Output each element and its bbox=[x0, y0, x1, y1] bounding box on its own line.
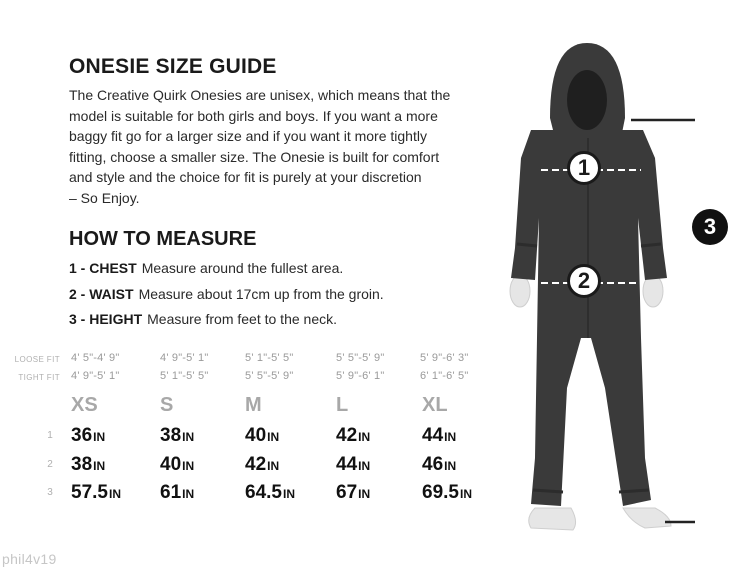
step-label: 1 - CHEST bbox=[69, 260, 137, 276]
waist-value: 38IN bbox=[71, 454, 106, 475]
intro-line: baggy fit go for a larger size and if you want it more tightly bbox=[69, 128, 427, 144]
intro-line: The Creative Quirk Onesies are unisex, which means that the bbox=[69, 87, 451, 103]
intro-line: fitting, choose a smaller size. The Onesie is built for comfort bbox=[69, 148, 440, 165]
tight-range: 6' 1"-6' 5" bbox=[420, 370, 469, 382]
waist-value: 42IN bbox=[245, 454, 280, 475]
measure-step-waist bbox=[69, 284, 384, 310]
loose-range: 5' 1"-5' 5" bbox=[245, 352, 294, 364]
chest-value: 38IN bbox=[160, 425, 195, 446]
tight-range: 5' 9"-6' 1" bbox=[336, 370, 385, 382]
chest-value: 42IN bbox=[336, 425, 371, 446]
tight-fit-label: TIGHT FIT bbox=[18, 373, 60, 382]
measure-title: HOW TO MEASURE bbox=[69, 228, 257, 250]
guide-title: ONESIE SIZE GUIDE bbox=[69, 55, 277, 78]
loose-range: 4' 5"-4' 9" bbox=[71, 352, 120, 364]
size-heading: L bbox=[336, 394, 349, 416]
chest-value: 40IN bbox=[245, 425, 280, 446]
size-heading: S bbox=[160, 394, 174, 416]
size-heading: XS bbox=[71, 394, 98, 416]
height-value: 67IN bbox=[336, 482, 371, 503]
step-text: Measure about 17cm up from the groin. bbox=[138, 285, 384, 302]
row-number: 2 bbox=[47, 459, 53, 470]
marker-chest: 1 bbox=[567, 151, 601, 185]
intro-text bbox=[69, 85, 469, 208]
height-value: 64.5IN bbox=[245, 482, 295, 503]
measure-step-height bbox=[69, 309, 384, 335]
step-text: Measure from feet to the neck. bbox=[147, 311, 337, 327]
waist-value: 46IN bbox=[422, 454, 457, 475]
waist-value: 40IN bbox=[160, 454, 195, 475]
tight-range: 5' 1"-5' 5" bbox=[160, 370, 209, 382]
height-value: 57.5IN bbox=[71, 482, 121, 503]
row-number: 3 bbox=[47, 487, 53, 498]
tight-range: 4' 9"-5' 1" bbox=[71, 370, 120, 382]
size-heading: M bbox=[245, 394, 262, 416]
loose-range: 5' 9"-6' 3" bbox=[420, 352, 469, 364]
step-label: 3 - HEIGHT bbox=[69, 311, 143, 327]
marker-height: 3 bbox=[692, 209, 728, 245]
intro-line: – So Enjoy. bbox=[69, 189, 140, 206]
step-label: 2 - WAIST bbox=[69, 285, 134, 302]
row-number: 1 bbox=[47, 430, 53, 441]
waist-value: 44IN bbox=[336, 454, 371, 475]
intro-line: model is suitable for both girls and boys. If you want a more bbox=[69, 107, 438, 124]
measure-steps bbox=[69, 258, 384, 335]
loose-fit-label: LOOSE FIT bbox=[14, 355, 60, 364]
loose-range: 5' 5"-5' 9" bbox=[336, 352, 385, 364]
height-value: 61IN bbox=[160, 482, 195, 503]
chest-value: 44IN bbox=[422, 425, 457, 446]
loose-range: 4' 9"-5' 1" bbox=[160, 352, 209, 364]
intro-line: and style and the choice for fit is purely at your discretion bbox=[69, 169, 422, 185]
marker-waist: 2 bbox=[567, 264, 601, 298]
measure-step-chest bbox=[69, 258, 384, 284]
chest-value: 36IN bbox=[71, 425, 106, 446]
height-value: 69.5IN bbox=[422, 482, 472, 503]
watermark: phil4v19 bbox=[2, 551, 57, 567]
step-text: Measure around the fullest area. bbox=[141, 260, 344, 276]
tight-range: 5' 5"-5' 9" bbox=[245, 370, 294, 382]
size-heading: XL bbox=[422, 394, 448, 416]
